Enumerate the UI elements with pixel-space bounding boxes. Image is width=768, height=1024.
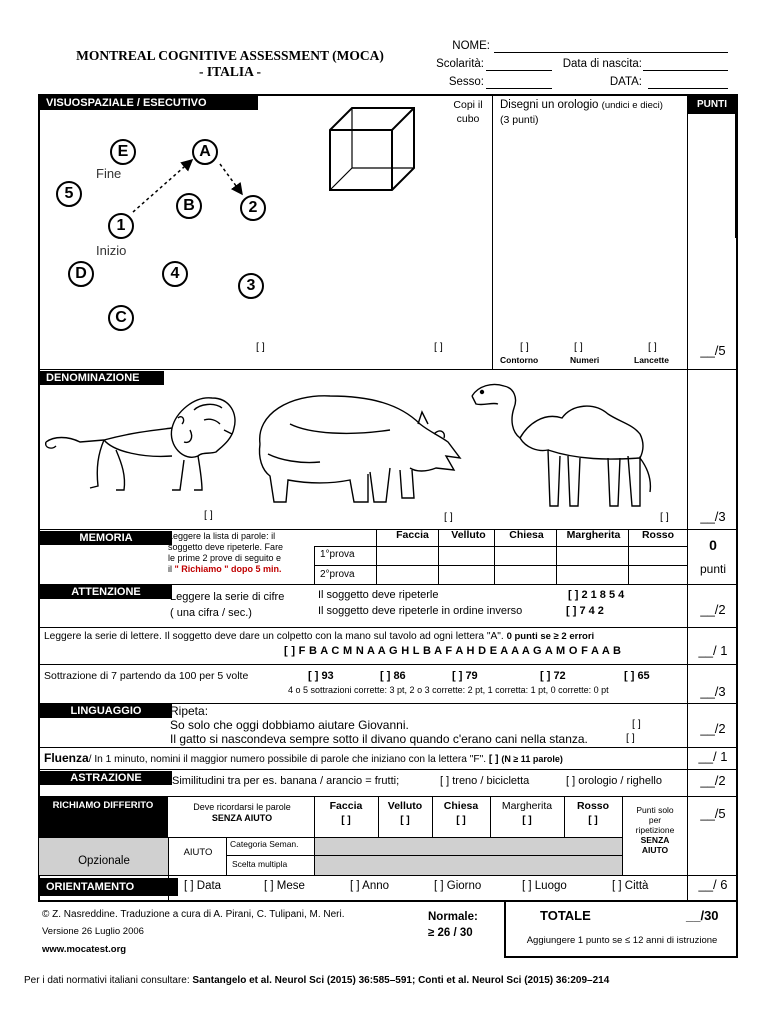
references: Per i dati normativi italiani consultare: Santangelo et al. Neurol Sci (2015) 36:585–591; Conti et al. Neurol Sci (2015) 36:209–214: [24, 975, 610, 986]
numeri-label: Numeri: [570, 355, 600, 365]
memory-section-title: MEMORIA: [40, 531, 172, 545]
abstraction-instruction: Similitudini tra per es. banana / arancio = frutti;: [172, 775, 400, 787]
total-note: Aggiungere 1 punto se ≤ 12 anni di istruzione: [526, 935, 718, 946]
cube-box[interactable]: [ ]: [434, 341, 443, 353]
memory-score-num: 0: [709, 537, 717, 553]
sesso-field[interactable]: [486, 76, 552, 89]
contorno-label: Contorno: [500, 355, 539, 365]
digits-score: __/2: [700, 602, 726, 617]
recall-note: Punti solo per ripetizione SENZA AIUTO: [635, 805, 675, 855]
memory-instruction: [168, 531, 314, 575]
clock-instruction-main: Disegni un orologio: [500, 99, 599, 111]
punti-inner-line: [735, 114, 736, 238]
scolarita-field[interactable]: [486, 58, 552, 71]
rhino-box[interactable]: [ ]: [444, 511, 453, 523]
serial7-instruction: Sottrazione di 7 partendo da 100 per 5 volte: [44, 670, 249, 682]
backward-instruction: Il soggetto deve ripeterle in ordine inverso: [318, 605, 523, 617]
recall-optional-gray: [315, 838, 622, 875]
recall-instruction: Deve ricordarsi le parole SENZA AIUTO: [193, 802, 291, 823]
repeat-label: Ripeta:: [170, 704, 209, 718]
serial7-item-72[interactable]: [ ] 72: [540, 670, 566, 682]
orientation-score: __/ 6: [698, 877, 728, 892]
clock-divider: [492, 94, 493, 369]
credit-text: © Z. Nasreddine. Traduzione a cura di A. Pirani, C. Tulipani, M. Neri.: [42, 909, 345, 920]
serial7-item-86[interactable]: [ ] 86: [380, 670, 406, 682]
title-line-2: - ITALIA -: [198, 64, 261, 79]
digits-instruction: Leggere la serie di cifre ( una cifra / sec.): [170, 591, 285, 619]
abstraction-item-1[interactable]: [ ] treno / bicicletta: [440, 775, 530, 787]
abstraction-section-title: ASTRAZIONE: [40, 771, 172, 785]
trail-node-a: A: [192, 139, 218, 165]
title-line-1: MONTREAL COGNITIVE ASSESSMENT (MOCA): [76, 48, 384, 63]
normal-range: Normale: ≥ 26 / 30: [428, 911, 478, 939]
lion-box[interactable]: [ ]: [204, 509, 213, 521]
attention-section-title: ATTENZIONE: [40, 585, 172, 599]
data-nascita-field[interactable]: [643, 58, 728, 71]
categoria-label: Categoria Seman.: [230, 839, 299, 849]
memory-word-margherita: Margherita: [556, 529, 630, 584]
form-title: [40, 48, 420, 80]
recall-box-faccia[interactable]: [ ]: [341, 815, 351, 826]
cube-icon: [326, 104, 418, 192]
forward-sequence[interactable]: [ ] 2 1 8 5 4: [568, 589, 625, 601]
memory-trial-2: 2°prova: [320, 569, 355, 580]
recall-word-margherita: Margherita: [501, 800, 553, 812]
memory-word-rosso: Rosso: [628, 529, 687, 584]
fluency-norm: (N ≥ 11 parole): [501, 754, 563, 764]
trail-making-arrows: [40, 114, 300, 344]
trail-node-e: E: [110, 139, 136, 165]
fluency-score: __/ 1: [698, 749, 728, 764]
version-text: Versione 26 Luglio 2006: [42, 926, 144, 937]
numeri-box[interactable]: [ ]: [574, 341, 583, 353]
memory-recall-note: " Richiamo " dopo 5 min.: [174, 564, 282, 574]
scolarita-label: Scolarità:: [436, 58, 484, 70]
recall-section-title: RICHIAMO DIFFERITO: [52, 800, 154, 811]
recall-word-chiesa: Chiesa: [443, 800, 479, 812]
visuo-score: __/5: [700, 343, 726, 358]
lancette-label: Lancette: [634, 355, 669, 365]
lion-illustration: [44, 390, 240, 500]
clock-points: (3 punti): [500, 114, 539, 126]
contorno-box[interactable]: [ ]: [520, 341, 529, 353]
clock-instruction-time: (undici e dieci): [601, 100, 663, 111]
clock-instruction: [500, 98, 686, 128]
punti-header: PUNTI: [688, 96, 736, 114]
serial7-score: __/3: [700, 684, 726, 699]
memory-instr-2: soggetto deve ripeterle. Fare: [168, 542, 284, 552]
sentence-1: So solo che oggi dobbiamo aiutare Giovanni.: [170, 718, 409, 732]
memory-instr-1: Leggere la lista di parole: il: [168, 531, 276, 541]
abstraction-score: __/2: [700, 773, 726, 788]
recall-box-chiesa[interactable]: [ ]: [456, 815, 466, 826]
naming-section-title: DENOMINAZIONE: [40, 371, 164, 385]
memory-word-faccia: Faccia: [376, 529, 448, 584]
recall-word-faccia: Faccia: [329, 800, 363, 812]
recall-word-velluto: Velluto: [387, 800, 423, 812]
recall-box-margherita[interactable]: [ ]: [522, 815, 532, 826]
camel-illustration: [468, 376, 660, 512]
trail-node-c: C: [108, 305, 134, 331]
lancette-box[interactable]: [ ]: [648, 341, 657, 353]
serial7-item-79[interactable]: [ ] 79: [452, 670, 478, 682]
trail-fine-label: Fine: [96, 166, 122, 181]
recall-box-rosso[interactable]: [ ]: [588, 815, 598, 826]
sesso-label: Sesso:: [448, 76, 484, 88]
aiuto-label: AIUTO: [183, 847, 213, 858]
forward-instruction: Il soggetto deve ripeterle: [318, 589, 439, 601]
repeat-block: [170, 704, 588, 746]
recall-word-rosso: Rosso: [576, 800, 610, 812]
data-field[interactable]: [648, 76, 728, 89]
total-label: TOTALE: [540, 908, 591, 923]
camel-box[interactable]: [ ]: [660, 511, 669, 523]
trail-node-3: 3: [238, 273, 264, 299]
memory-word-velluto: Velluto: [438, 529, 498, 584]
trail-node-4: 4: [162, 261, 188, 287]
memory-grid: [314, 529, 687, 584]
memory-score-unit: punti: [699, 562, 727, 576]
sentence-1-box[interactable]: [ ]: [632, 718, 641, 730]
nome-label: NOME:: [452, 40, 490, 52]
naming-score: __/3: [700, 509, 726, 524]
total-score: __/30: [686, 908, 719, 923]
trail-node-b: B: [176, 193, 202, 219]
nome-field[interactable]: [494, 40, 728, 53]
orientation-luogo[interactable]: [ ] Luogo: [522, 880, 567, 892]
letters-instruction: Leggere la serie di lettere. Il soggetto deve dare un colpetto con la mano sul tavolo ad ogni lettera "A". 0 punti se ≥ 2 errori: [44, 631, 595, 642]
orientation-anno[interactable]: [ ] Anno: [350, 880, 390, 892]
sentence-2: Il gatto si nascondeva sempre sotto il divano quando c'erano cani nella stanza.: [170, 732, 588, 746]
trail-node-2: 2: [240, 195, 266, 221]
memory-instr-4: il " Richiamo " dopo 5 min.: [168, 564, 282, 574]
abstraction-item-2[interactable]: [ ] orologio / righello: [566, 775, 662, 787]
orientation-section-title: ORIENTAMENTO: [40, 878, 178, 896]
orientation-citta[interactable]: [ ] Città: [612, 880, 649, 892]
trail-node-1: 1: [108, 213, 134, 239]
trail-box[interactable]: [ ]: [256, 341, 265, 353]
trail-inizio-label: Inizio: [96, 243, 127, 258]
recall-score: __/5: [700, 806, 726, 821]
letters-sequence[interactable]: [ ] F B A C M N A A G H L B A F A H D E A A A G A M O F A A B: [284, 645, 622, 657]
opzionale-label: Opzionale: [78, 855, 130, 867]
trail-node-5: 5: [56, 181, 82, 207]
serial7-rule: 4 o 5 sottrazioni corrette: 3 pt, 2 o 3 corrette: 2 pt, 1 corretta: 1 pt, 0 corrette: 0 pt: [288, 685, 609, 695]
rhinoceros-illustration: [250, 384, 464, 508]
fluency-instruction: Fluenza/ In 1 minuto, nomini il maggior numero possibile di parole che iniziano con la lettera "F". [ ] (N ≥ 11 parole): [44, 751, 563, 765]
memory-instr-3: le prime 2 prove di seguito e: [168, 553, 282, 563]
orientation-data[interactable]: [ ] Data: [184, 880, 222, 892]
data-label: DATA:: [609, 76, 642, 88]
copy-cube-instruction: Copi il cubo: [453, 99, 483, 125]
letters-score: __/ 1: [698, 643, 728, 658]
memory-word-chiesa: Chiesa: [494, 529, 558, 584]
visuo-section-title: VISUOSPAZIALE / ESECUTIVO: [40, 96, 258, 110]
fluency-box[interactable]: [ ]: [488, 754, 499, 765]
website-link[interactable]: www.mocatest.org: [42, 944, 127, 955]
scelta-label: Scelta multipla: [232, 859, 288, 869]
memory-trial-1: 1°prova: [320, 549, 355, 560]
sentence-2-box[interactable]: [ ]: [626, 732, 635, 744]
backward-sequence[interactable]: [ ] 7 4 2: [566, 605, 604, 617]
serial7-item-65[interactable]: [ ] 65: [624, 670, 650, 682]
trail-node-d: D: [68, 261, 94, 287]
orientation-mese[interactable]: [ ] Mese: [264, 880, 305, 892]
serial7-item-93[interactable]: [ ] 93: [308, 670, 334, 682]
language-section-title: LINGUAGGIO: [40, 704, 172, 718]
recall-box-velluto[interactable]: [ ]: [400, 815, 410, 826]
repeat-score: __/2: [700, 721, 726, 736]
orientation-giorno[interactable]: [ ] Giorno: [434, 880, 482, 892]
data-nascita-label: Data di nascita:: [562, 58, 642, 70]
